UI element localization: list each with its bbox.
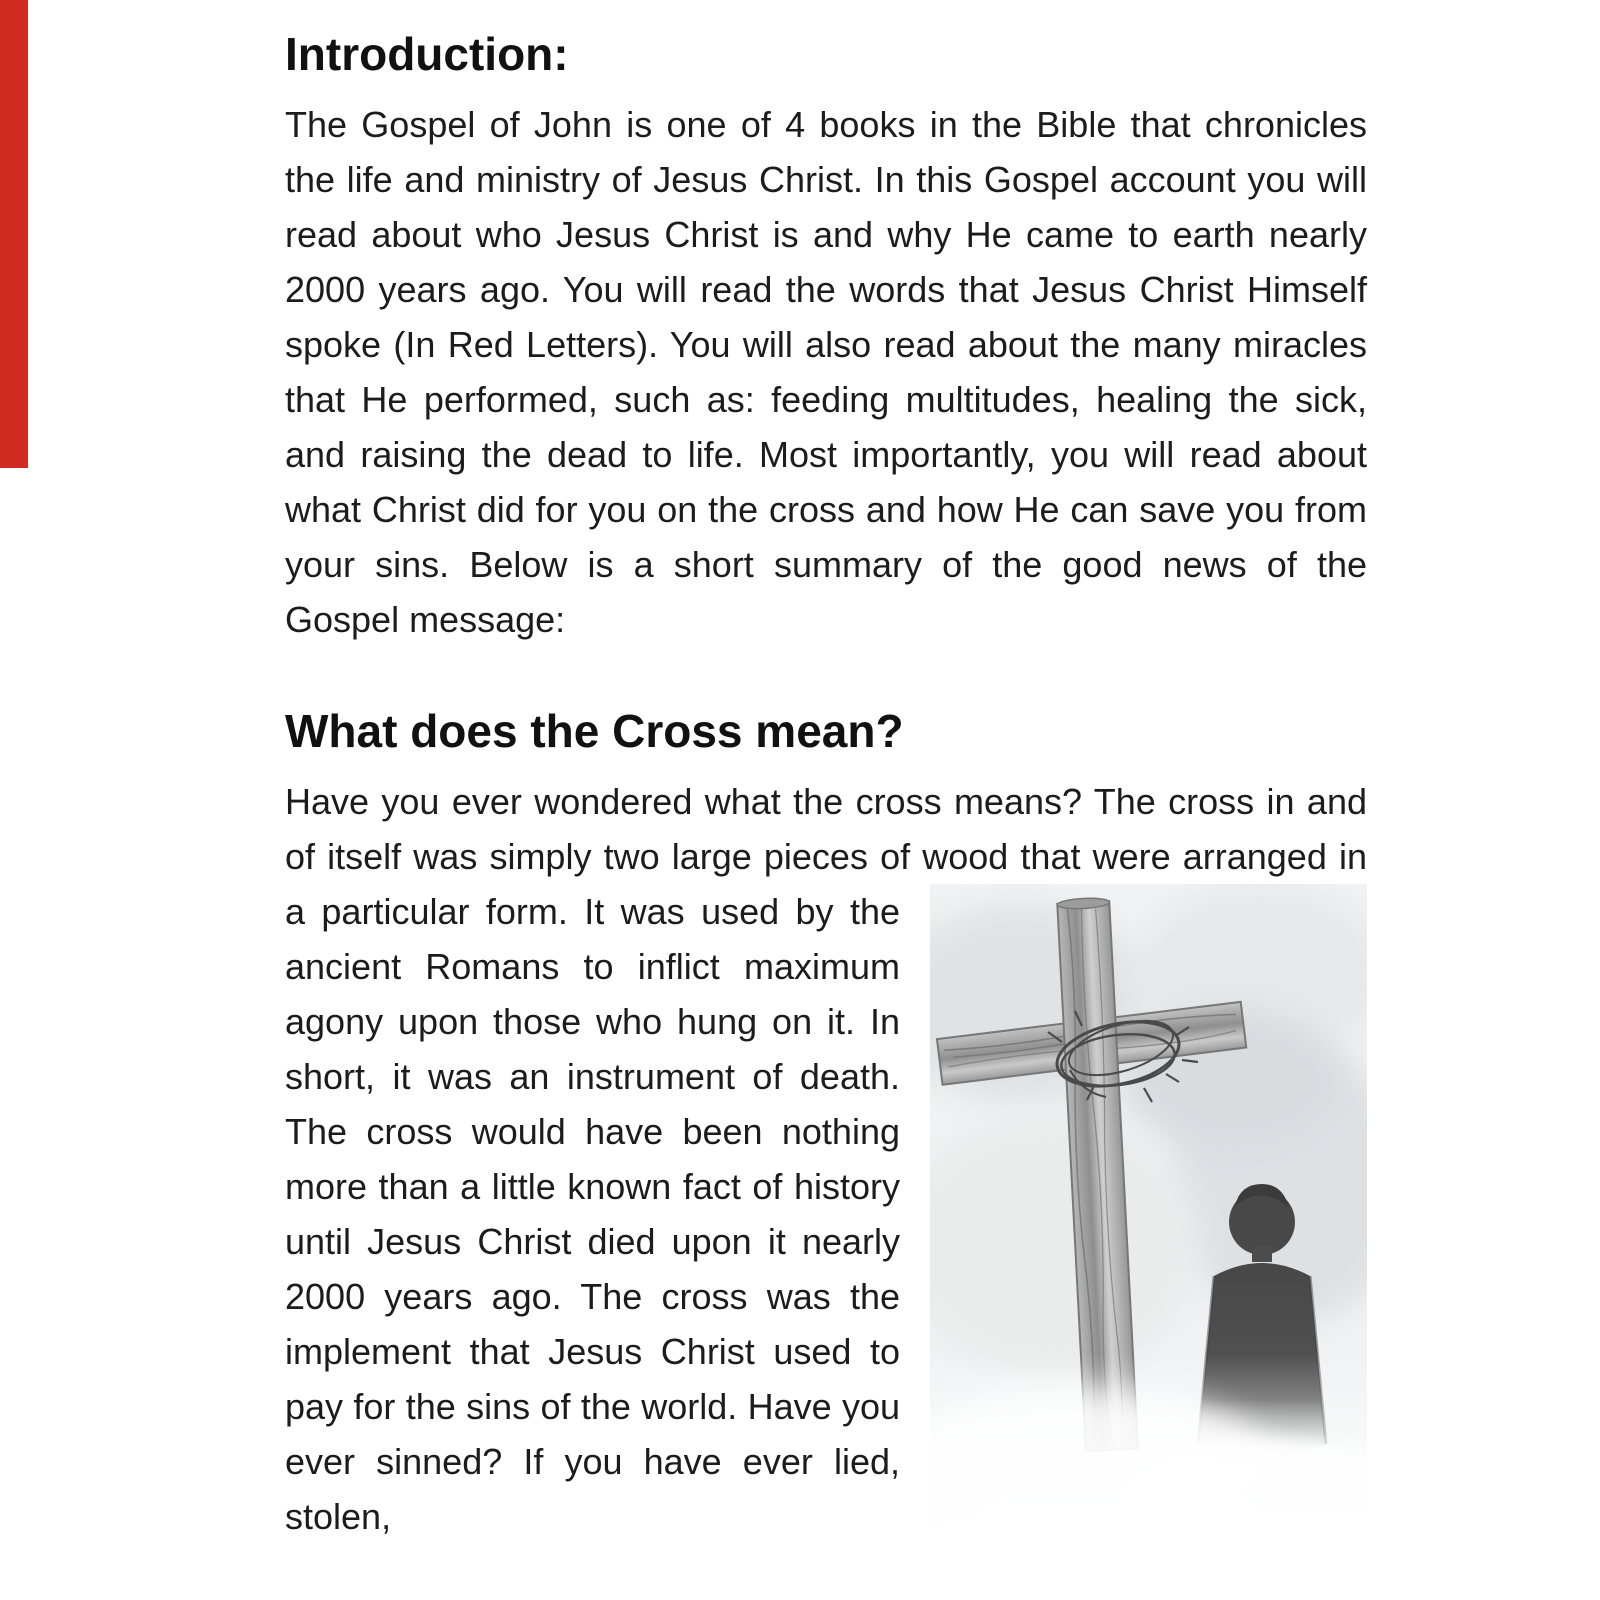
- cross-section-wrapped-paragraph: a particular form. It was used by the ancient Romans to inflict maximum agony upon those who hung on it. In short, it was an instrument of death. The cross would have been nothing more than a little known fact of history until Jesus Christ died upon it nearly 2000 years ago. The cross was the implement that Jesus Christ used to pay for the sins of the world. Have you ever sinned? If you have ever lied, stolen,: [285, 890, 900, 1537]
- red-accent-bar: [0, 0, 28, 468]
- cross-section-lead-paragraph: Have you ever wondered what the cross means? The cross in and of itself was simply two large pieces of wood that were arranged in: [285, 780, 1367, 877]
- cross-and-boy-illustration: [930, 884, 1367, 1529]
- introduction-heading: Introduction:: [285, 28, 569, 80]
- page-content: [285, 28, 1367, 1544]
- cross-section-heading: What does the Cross mean?: [285, 704, 904, 757]
- cross-section-wrap-block: [285, 884, 1367, 1544]
- introduction-paragraph: The Gospel of John is one of 4 books in the Bible that chronicles the life and ministry of Jesus Christ. In this Gospel account you will read about who Jesus Christ is and why He came to earth nearly 2000 years ago. You will read the words that Jesus Christ Himself spoke (In Red Letters). You will also read about the many miracles that He performed, such as: feeding multitudes, healing the sick, and raising the dead to life. Most importantly, you will read about what Christ did for you on the cross and how He can save you from your sins. Below is a short summary of the good news of the Gospel message:: [285, 103, 1367, 640]
